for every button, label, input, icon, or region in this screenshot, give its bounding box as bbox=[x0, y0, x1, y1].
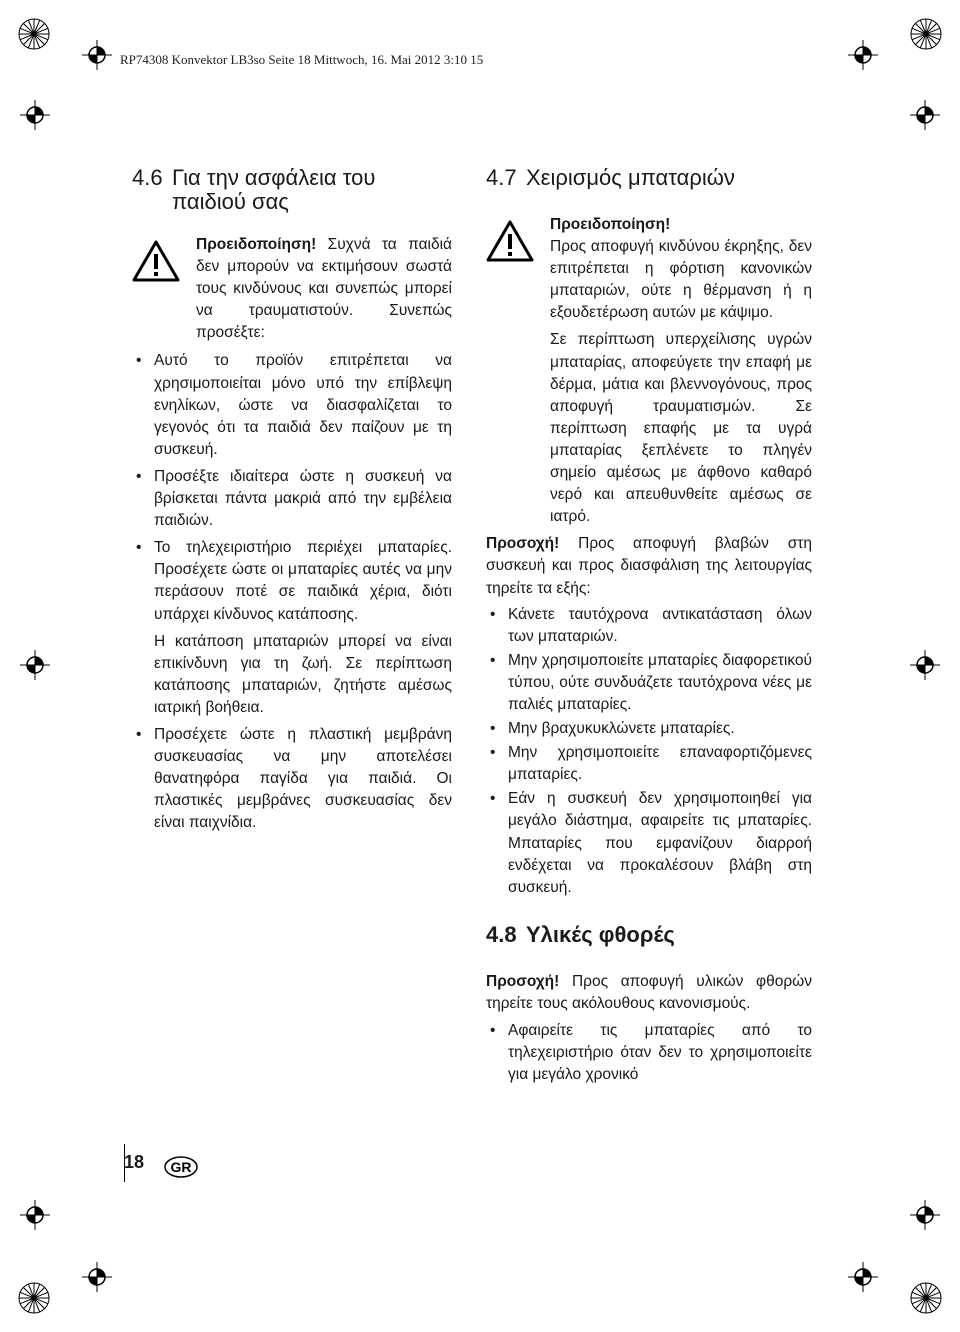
caution-paragraph bbox=[486, 533, 812, 599]
crosshair-mark-top-right-b bbox=[910, 100, 940, 130]
section-heading-4-8 bbox=[486, 923, 812, 947]
list-item: • Αφαιρείτε τις μπαταρίες από το τηλεχειριστήριο όταν δεν το χρησιμοποιείτε για μεγάλο χρονικό bbox=[486, 1020, 812, 1086]
section-title: Υλικές φθορές bbox=[526, 921, 675, 947]
section-title-line-2: παιδιού σας bbox=[172, 189, 289, 214]
right-column bbox=[486, 166, 812, 1086]
list-item-continuation: Η κατάποση μπαταριών μπορεί να είναι επικίνδυνη για τη ζωή. Σε περίπτωση κατάποσης μπαταριών, ζητήστε αμέσως ιατρική βοήθεια. bbox=[154, 632, 452, 716]
caution-label: Προσοχή! bbox=[486, 972, 560, 990]
list-item: • Μην χρησιμοποιείτε μπαταρίες διαφορετικού τύπου, ούτε συνδυάζετε ταυτόχρονα νέες με παλιές μπαταρίες. bbox=[486, 650, 812, 716]
country-code-text: GR bbox=[170, 1159, 192, 1175]
crosshair-mark-bottom-right-b bbox=[848, 1262, 878, 1292]
crosshair-mark-bottom-left-b bbox=[82, 1262, 112, 1292]
left-column bbox=[132, 166, 452, 834]
crosshair-mark-mid-right bbox=[910, 650, 940, 680]
country-code-badge bbox=[164, 1156, 198, 1178]
registration-mark-bottom-right bbox=[906, 1278, 946, 1318]
crosshair-mark-top-left-a bbox=[82, 40, 112, 70]
page-number: 18 bbox=[124, 1152, 145, 1172]
registration-mark-bottom-left bbox=[14, 1278, 54, 1318]
crosshair-mark-bottom-left-a bbox=[20, 1200, 50, 1230]
caution-paragraph bbox=[486, 971, 812, 1015]
crosshair-mark-bottom-right-a bbox=[910, 1200, 940, 1230]
battery-warning bbox=[486, 214, 812, 528]
section-title: Χειρισμός μπαταριών bbox=[526, 165, 735, 190]
list-item: • Κάνετε ταυτόχρονα αντικατάσταση όλων των μπαταριών. bbox=[486, 604, 812, 648]
caution-text: Προς αποφυγή υλικών φθορών τηρείτε τους ακόλουθους κανονισμούς. bbox=[486, 972, 812, 1012]
section-number: 4.6 bbox=[132, 165, 163, 190]
print-header: RP74308 Konvektor LB3so Seite 18 Mittwoch, 16. Mai 2012 3:10 15 bbox=[120, 52, 484, 67]
registration-mark-top-left bbox=[14, 14, 54, 54]
warning-triangle-icon bbox=[132, 240, 180, 282]
section-heading-4-6 bbox=[132, 166, 452, 214]
section-number: 4.7 bbox=[486, 165, 517, 190]
warning-triangle-icon bbox=[486, 220, 534, 262]
section-title-line-1: Για την ασφάλεια του bbox=[172, 165, 376, 190]
warning-text: Συχνά τα παιδιά δεν μπορούν να εκτιμήσουν σωστά τους κινδύνους και συνεπώς μπορεί να τραυματιστούν. Συνεπώς προσέξτε: bbox=[196, 236, 453, 342]
section-number: 4.8 bbox=[486, 921, 517, 947]
list-item: • Μην χρησιμοποιείτε επαναφορτιζόμενες μπαταρίες. bbox=[486, 742, 812, 786]
list-item: • Εάν η συσκευή δεν χρησιμοποιηθεί για μεγάλο διάστημα, αφαιρείτε τις μπαταρίες. Μπαταρίες που εμφανίζουν διαρροή ενδέχεται να προκαλέσουν βλάβη στη συσκευή. bbox=[486, 788, 812, 898]
crosshair-mark-mid-left bbox=[20, 650, 50, 680]
crosshair-mark-top-right-a bbox=[848, 40, 878, 70]
warning-text: Προς αποφυγή κινδύνου έκρηξης, δεν επιτρέπεται η φόρτιση κανονικών μπαταριών, ούτε η θέρμανση ή η εξουδετέρωση αυτών με κάψιμο. bbox=[550, 238, 812, 322]
list-item: • Το τηλεχειριστήριο περιέχει μπαταρίες. Προσέχετε ώστε οι μπαταρίες αυτές να μην περάσουν ποτέ σε παιδικά χέρια, διότι υπάρχει κίνδυνος κατάποσης. bbox=[132, 537, 452, 625]
warning-label: Προειδοποίηση! bbox=[196, 236, 317, 253]
section-heading-4-7 bbox=[486, 166, 812, 190]
child-safety-warning bbox=[132, 234, 452, 344]
registration-mark-top-right bbox=[906, 14, 946, 54]
caution-label: Προσοχή! bbox=[486, 535, 560, 553]
warning-text: Σε περίπτωση υπερχείλισης υγρών μπαταρίας, αποφεύγετε την επαφή με δέρμα, μάτια και βλεννογόνους, προς αποφυγή τραυματισμών. Σε περίπτωση επαφής με τα υγρά μπαταρίας ξεπλένετε το πληγέν σημείο αμέσως με άφθονο καθαρό νερό και απευθυνθείτε αμέσως σε ιατρό. bbox=[550, 331, 812, 526]
warning-label: Προειδοποίηση! bbox=[550, 216, 671, 233]
list-item: • Προσέχετε ώστε η πλαστική μεμβράνη συσκευασίας να μην αποτελέσει θανατηφόρα παγίδα για παιδιά. Οι πλαστικές μεμβράνες συσκευασίας δεν είναι παιχνίδια. bbox=[132, 724, 452, 834]
list-item: • Μην βραχυκυκλώνετε μπαταρίες. bbox=[486, 718, 812, 740]
list-item: • Προσέξτε ιδιαίτερα ώστε η συσκευή να βρίσκεται πάντα μακριά από την εμβέλεια παιδιών. bbox=[132, 466, 452, 532]
caution-text: Προς αποφυγή βλαβών στη συσκευή και προς διασφάλιση της λειτουργίας τηρείτε τα εξής: bbox=[486, 535, 812, 597]
crosshair-mark-top-left-b bbox=[20, 100, 50, 130]
list-item: • Αυτό το προϊόν επιτρέπεται να χρησιμοποιείται μόνο υπό την επίβλεψη ενηλίκων, ώστε να διασφαλίζεται το γεγονός ότι τα παιδιά δεν παίζουν με τη συσκευή. bbox=[132, 350, 452, 460]
